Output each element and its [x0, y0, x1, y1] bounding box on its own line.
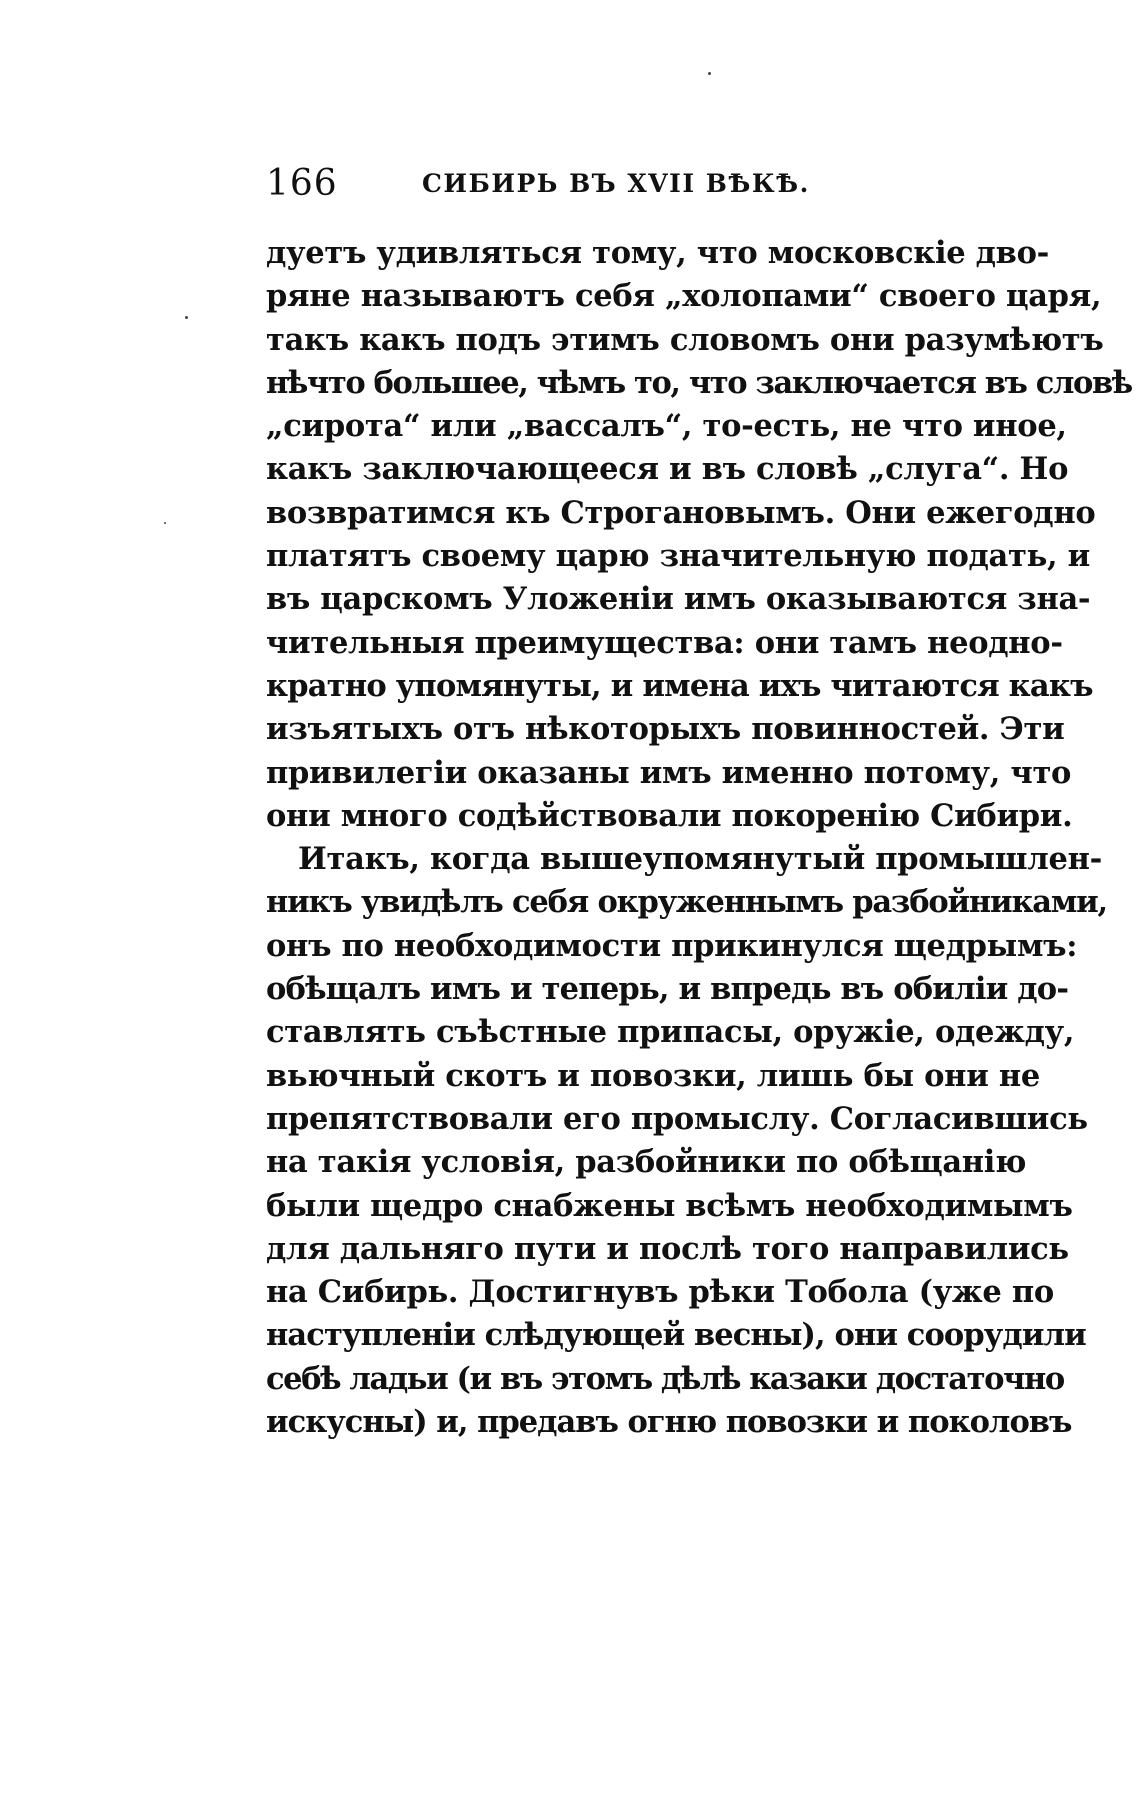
running-title: СИБИРЬ ВЪ XVII ВѢКѢ.	[422, 169, 810, 198]
text-line: какъ заключающееся и въ словѣ „слуга“. Но	[266, 451, 1069, 488]
page-number: 166	[266, 163, 338, 204]
text-line: въ царскомъ Уложеніи имъ оказываются зна-	[266, 581, 1091, 618]
text-line: изъятыхъ отъ нѣкоторыхъ повинностей. Эти	[266, 711, 1065, 748]
print-speck	[185, 316, 188, 319]
text-line: чительныя преимущества: они тамъ неодно-	[266, 624, 1063, 661]
text-line: кратно упомянуты, и имена ихъ читаются какъ	[266, 667, 1093, 704]
text-line: Итакъ, когда вышеупомянутый промышлен-	[298, 841, 1102, 878]
text-line: ставлять съѣстные припасы, оружіе, одежду,	[266, 1014, 1075, 1051]
text-line: обѣщалъ имъ и теперь, и впредь въ обиліи до-	[266, 971, 1069, 1008]
body-text	[266, 232, 1132, 1444]
text-line: наступленіи слѣдующей весны), они соорудили	[266, 1317, 1086, 1354]
text-line: они много содѣйствовали покоренію Сибири.	[266, 797, 1073, 834]
text-line: платятъ своему царю значительную подать, и	[266, 538, 1090, 575]
text-line: препятствовали его промыслу. Согласившись	[266, 1100, 1088, 1137]
text-line: для дальняго пути и послѣ того направились	[266, 1230, 1069, 1267]
text-line: на Сибирь. Достигнувъ рѣки Тобола (уже по	[266, 1274, 1054, 1311]
text-line: онъ по необходимости прикинулся щедрымъ:	[266, 927, 1078, 964]
text-line: возвратимся къ Строгановымъ. Они ежегодно	[266, 494, 1096, 531]
paragraph-1	[266, 232, 1132, 838]
text-line: на такія условія, разбойники по обѣщанію	[266, 1144, 1027, 1181]
page-header	[266, 163, 980, 213]
text-line: вьючный скотъ и повозки, лишь бы они не	[266, 1057, 1040, 1094]
text-line: „сирота“ или „вассалъ“, то-есть, не что иное,	[266, 408, 1067, 445]
text-line: искусны) и, предавъ огню повозки и поколовъ	[266, 1404, 1072, 1441]
text-line: дуетъ удивляться тому, что московскіе дво-	[266, 235, 1049, 271]
paragraph-2	[266, 838, 1107, 1444]
text-line: никъ увидѣлъ себя окруженнымъ разбойниками,	[266, 884, 1107, 921]
text-line: привилегіи оказаны имъ именно потому, что	[266, 754, 1072, 791]
print-speck	[164, 522, 166, 524]
text-line: такъ какъ подъ этимъ словомъ они разумѣютъ	[266, 321, 1104, 358]
text-line: были щедро снабжены всѣмъ необходимымъ	[266, 1187, 1073, 1224]
print-speck	[708, 72, 711, 75]
text-line: ряне называютъ себя „холопами“ своего царя,	[266, 278, 1102, 315]
text-line: себѣ ладьи (и въ этомъ дѣлѣ казаки достаточно	[266, 1360, 1064, 1397]
text-line: нѣчто большее, чѣмъ то, что заключается въ словѣ	[266, 364, 1132, 401]
